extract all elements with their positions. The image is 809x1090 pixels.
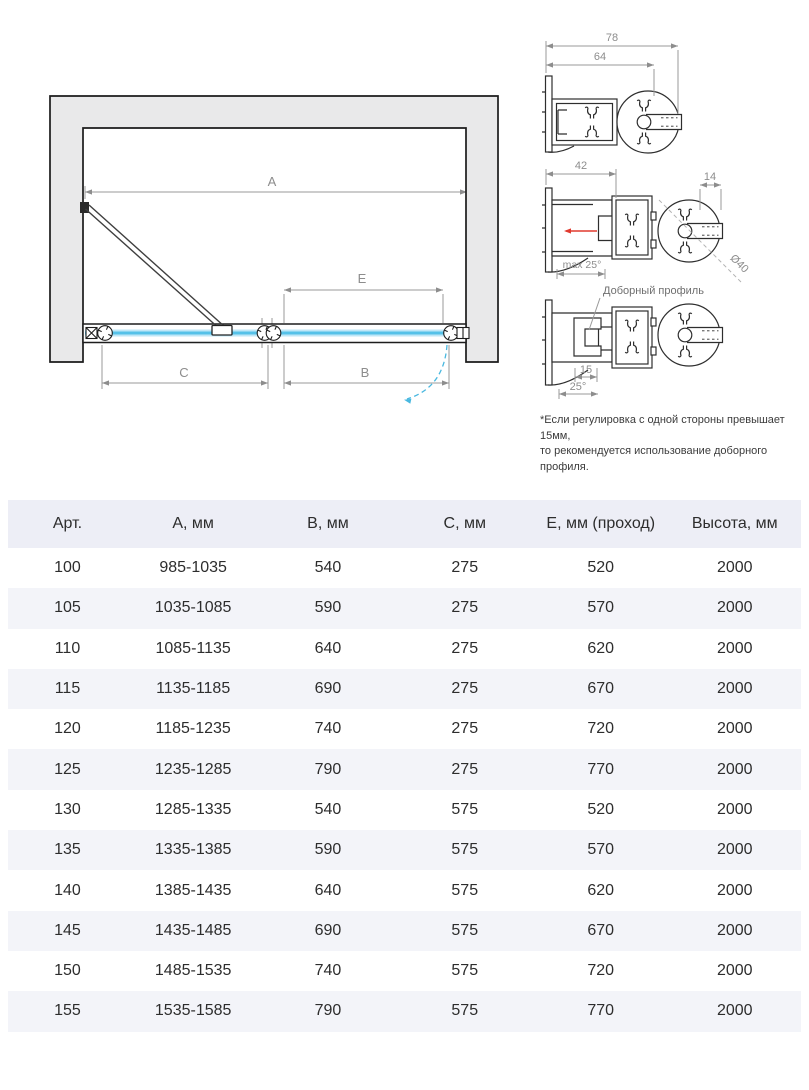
table-cell: 1085-1135 [155, 639, 231, 657]
dim-42-label: 42 [574, 160, 588, 172]
header-height-mm: Высота, мм [669, 500, 801, 548]
table-cell: 575 [451, 800, 479, 818]
spec-table [8, 500, 801, 1032]
table-cell: 1385-1435 [154, 881, 232, 899]
table-cell: 275 [451, 639, 479, 657]
table-cell: 1035-1085 [154, 599, 232, 617]
table-row [8, 669, 801, 709]
table-cell: 1335-1385 [154, 841, 232, 859]
table-row [8, 951, 801, 991]
table-cell: 150 [54, 962, 81, 980]
header-art: Арт. [8, 500, 127, 548]
dim-25deg-label: 25° [569, 381, 587, 393]
table-cell: 570 [587, 599, 615, 617]
diameter-label: Ø40 [727, 252, 751, 276]
roller-tube-section [617, 91, 682, 153]
table-cell: 135 [54, 841, 81, 859]
table-cell: 670 [587, 921, 615, 939]
wall-flange [546, 188, 553, 272]
header-b-mm: В, мм [259, 500, 396, 548]
table-cell: 575 [451, 1002, 479, 1020]
table-cell: 520 [587, 559, 615, 577]
table-body [8, 548, 801, 1032]
table-cell: 1185-1235 [155, 720, 231, 738]
dim-c [102, 365, 268, 386]
table-cell: 690 [314, 921, 342, 939]
table-cell: 105 [54, 599, 81, 617]
footnote-line1: *Если регулировка с одной стороны превышает 15мм, [540, 414, 785, 442]
table-cell: 1535-1585 [154, 1002, 232, 1020]
table-cell: 1485-1535 [154, 962, 232, 980]
profile-section-top [542, 76, 682, 153]
table-cell: 2000 [716, 680, 753, 698]
table-cell: 110 [54, 639, 81, 657]
table-cell: 1235-1285 [154, 760, 232, 778]
table-cell: 540 [314, 800, 342, 818]
dim-15-label: 15 [579, 364, 593, 376]
table-cell: 690 [314, 680, 342, 698]
extension-profile-label: Доборный профиль [603, 285, 704, 297]
table-cell: 2000 [716, 841, 753, 859]
table-row [8, 629, 801, 669]
table-cell: 1285-1335 [154, 800, 232, 818]
table-cell: 770 [587, 1002, 615, 1020]
dim-14-label: 14 [703, 171, 717, 183]
table-cell: 100 [54, 559, 81, 577]
dim-b-label: B [360, 365, 370, 380]
table-cell: 2000 [716, 720, 753, 738]
dim-b [284, 365, 449, 386]
table-cell: 155 [54, 1002, 81, 1020]
plan-extension-lines [85, 186, 467, 389]
table-cell: 275 [451, 559, 479, 577]
dim-e-label: E [357, 271, 367, 286]
table-cell: 720 [587, 962, 615, 980]
profile-section-bottom [542, 300, 723, 385]
table-cell: 2000 [716, 639, 753, 657]
table-cell: 740 [314, 962, 342, 980]
table-cell: 590 [314, 599, 342, 617]
wall-flange [546, 300, 553, 385]
door-leaf [80, 202, 232, 335]
table-cell: 2000 [716, 559, 753, 577]
table-cell: 145 [54, 921, 81, 939]
table-cell: 790 [314, 1002, 342, 1020]
header-a-mm: А, мм [127, 500, 259, 548]
table-cell: 2000 [716, 760, 753, 778]
table-cell: 275 [451, 720, 479, 738]
sliding-track [83, 324, 469, 343]
table-cell: 570 [587, 841, 615, 859]
footnote-line2: то рекомендуется использование доборного профиля. [540, 445, 768, 473]
table-cell: 575 [451, 881, 479, 899]
table-cell: 125 [54, 760, 81, 778]
table-cell: 1135-1185 [156, 680, 231, 698]
table-row [8, 790, 801, 830]
dim-e [284, 271, 443, 293]
table-cell: 2000 [716, 962, 753, 980]
table-cell: 620 [587, 881, 615, 899]
table-row [8, 870, 801, 910]
table-cell: 740 [314, 720, 342, 738]
dim-a [85, 174, 467, 195]
table-row [8, 911, 801, 951]
table-cell: 2000 [716, 599, 753, 617]
roller-right [444, 326, 459, 341]
table-cell: 520 [587, 800, 615, 818]
table-cell: 720 [587, 720, 615, 738]
wall-flange [546, 76, 553, 152]
table-cell: 640 [314, 881, 342, 899]
table-cell: 120 [54, 720, 81, 738]
table-cell: 2000 [716, 1002, 753, 1020]
table-cell: 540 [314, 559, 342, 577]
table-row [8, 588, 801, 628]
wall [50, 96, 498, 362]
door-handle [212, 326, 232, 336]
table-cell: 2000 [716, 800, 753, 818]
max-angle-label: max 25° [562, 259, 602, 271]
table-cell: 985-1035 [159, 559, 227, 577]
table-cell: 140 [54, 881, 81, 899]
table-header-row [8, 500, 801, 548]
table-cell: 275 [451, 599, 479, 617]
roller-left [98, 326, 113, 341]
table-row [8, 548, 801, 588]
roller-tube-section [658, 304, 723, 366]
table-cell: 640 [314, 639, 342, 657]
table-cell: 275 [451, 760, 479, 778]
door-swing-arc [403, 345, 447, 404]
table-cell: 770 [587, 760, 615, 778]
table-cell: 575 [451, 962, 479, 980]
table-row [8, 991, 801, 1031]
table-cell: 575 [451, 841, 479, 859]
table-row [8, 749, 801, 789]
table-cell: 670 [587, 680, 615, 698]
table-row [8, 830, 801, 870]
dim-a-label: A [267, 174, 277, 189]
header-c-mm: С, мм [397, 500, 533, 548]
table-cell: 275 [451, 680, 479, 698]
table-cell: 790 [314, 760, 342, 778]
dim-64-label: 64 [593, 51, 607, 63]
table-cell: 575 [451, 921, 479, 939]
table-cell: 620 [587, 639, 615, 657]
table-row [8, 709, 801, 749]
table-cell: 2000 [716, 921, 753, 939]
dim-c-label: C [179, 365, 189, 380]
footnote [540, 413, 804, 475]
table-cell: 590 [314, 841, 342, 859]
roller-middle-b [266, 326, 281, 341]
dim-78-label: 78 [605, 32, 619, 44]
table-cell: 2000 [716, 881, 753, 899]
table-cell: 1435-1485 [154, 921, 232, 939]
table-cell: 130 [54, 800, 81, 818]
table-cell: 115 [54, 680, 81, 698]
header-e-mm: Е, мм (проход) [533, 500, 669, 548]
plan-view [50, 96, 498, 404]
